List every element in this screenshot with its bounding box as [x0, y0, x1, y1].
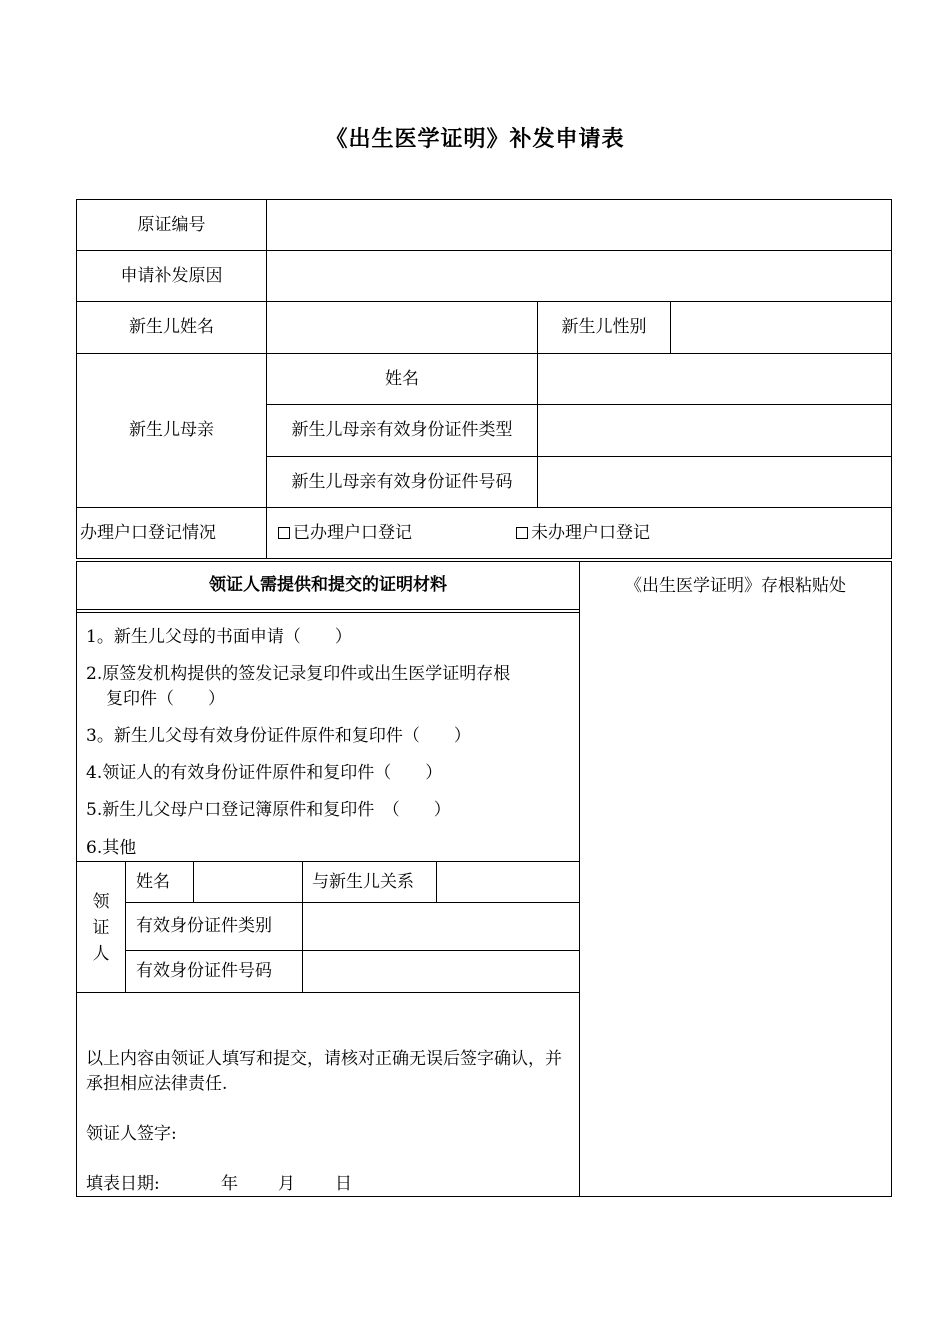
newborn-gender-label: 新生儿性别 — [561, 317, 647, 338]
recipient-id-type-field[interactable] — [303, 903, 579, 950]
household-option-done[interactable]: 已办理户口登记 — [278, 508, 508, 558]
mother-id-no-label: 新生儿母亲有效身份证件号码 — [291, 471, 513, 492]
reissue-reason-field[interactable] — [267, 251, 891, 301]
mother-name-label: 姓名 — [385, 368, 419, 389]
newborn-gender-field[interactable] — [671, 302, 891, 353]
material-item-3: 3。新生儿父母有效身份证件原件和复印件（ ） — [86, 726, 471, 746]
mother-id-type-field[interactable] — [538, 405, 891, 456]
stub-paste-area[interactable] — [580, 606, 891, 1196]
materials-header: 领证人需提供和提交的证明材料 — [209, 575, 447, 596]
material-item-1: 1。新生儿父母的书面申请（ ） — [86, 627, 352, 647]
newborn-name-field[interactable] — [267, 302, 537, 353]
checkbox-icon[interactable] — [516, 527, 528, 539]
signature-field[interactable] — [230, 1122, 560, 1148]
household-label: 办理户口登记情况 — [80, 522, 216, 543]
mother-label: 新生儿母亲 — [129, 420, 214, 441]
date-day: 日 — [335, 1174, 352, 1194]
mother-name-field[interactable] — [538, 354, 891, 404]
original-cert-no-label: 原证编号 — [137, 214, 206, 235]
material-item-2-cont: 复印件（ ） — [106, 689, 225, 709]
mother-id-no-field[interactable] — [538, 457, 891, 507]
signature-label: 领证人签字: — [86, 1124, 177, 1144]
page-title: 《出生医学证明》补发申请表 — [325, 126, 625, 152]
recipient-name-label: 姓名 — [136, 871, 170, 892]
stub-paste-label: 《出生医学证明》存根粘贴处 — [625, 576, 846, 596]
material-item-5: 5.新生儿父母户口登记簿原件和复印件 （ ） — [86, 800, 451, 820]
checkbox-icon[interactable] — [278, 527, 290, 539]
mother-id-type-label: 新生儿母亲有效身份证件类型 — [291, 420, 513, 441]
date-year: 年 — [221, 1174, 238, 1194]
date-label: 填表日期: — [86, 1174, 160, 1194]
recipient-relation-label: 与新生儿关系 — [312, 871, 414, 892]
declaration-text: 以上内容由领证人填写和提交，请核对正确无误后签字确认，并承担相应法律责任. — [86, 1049, 562, 1094]
recipient-id-no-label: 有效身份证件号码 — [136, 961, 272, 982]
recipient-name-field[interactable] — [194, 862, 302, 902]
reissue-reason-label: 申请补发原因 — [120, 265, 223, 286]
newborn-name-label: 新生儿姓名 — [129, 317, 214, 338]
recipient-relation-field[interactable] — [437, 862, 579, 902]
date-month: 月 — [278, 1174, 295, 1194]
material-item-2: 2.原签发机构提供的签发记录复印件或出生医学证明存根 — [86, 664, 511, 684]
recipient-id-type-label: 有效身份证件类别 — [136, 916, 272, 937]
recipient-id-no-field[interactable] — [303, 951, 579, 992]
recipient-vertical-label: 领 证 人 — [92, 892, 110, 964]
material-item-4: 4.领证人的有效身份证件原件和复印件（ ） — [86, 763, 443, 783]
material-item-6: 6.其他 — [86, 838, 137, 858]
household-option-not-done[interactable]: 未办理户口登记 — [516, 508, 776, 558]
original-cert-no-field[interactable] — [267, 200, 891, 250]
